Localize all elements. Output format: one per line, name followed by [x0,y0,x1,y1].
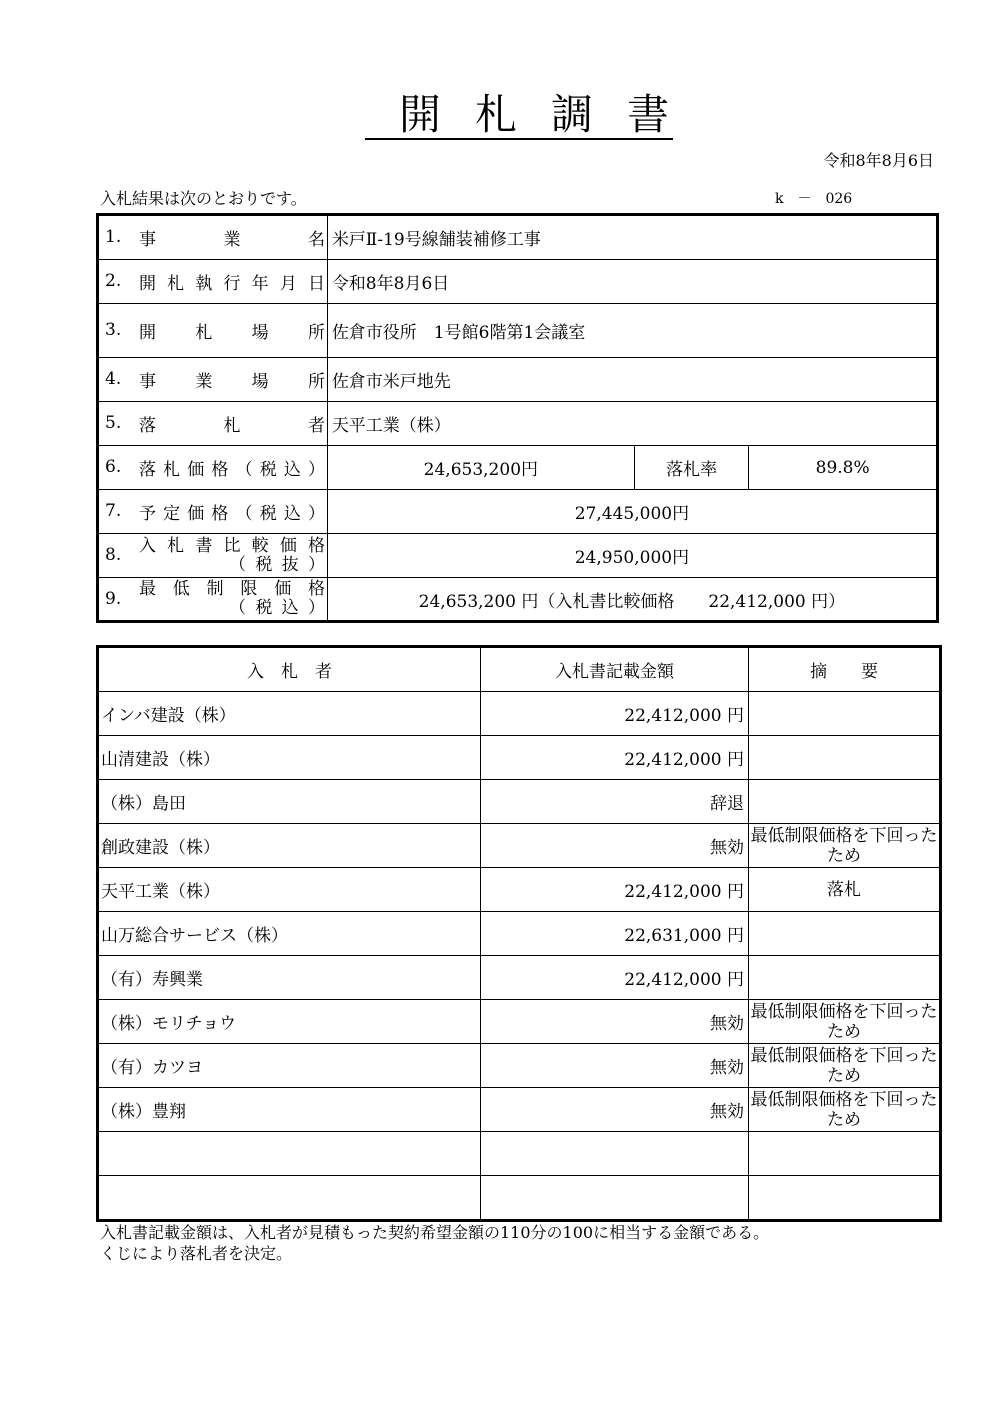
bid-note: 落札 [749,868,941,912]
bid-amount [481,1176,749,1221]
info-value: 佐倉市米戸地先 [327,358,937,402]
info-row-project-name: 1. 事業名 米戸Ⅱ-19号線舗装補修工事 [98,215,938,260]
bid-note: 最低制限価格を下回ったため [749,824,941,868]
document-date: 令和8年8月6日 [823,151,934,170]
bid-row [98,692,941,736]
bid-amount: 22,412,000 円 [481,956,749,1000]
bidder-name: インバ建設（株） [98,692,481,736]
bid-amount: 22,412,000 円 [481,736,749,780]
document-title: 開札調書 [365,92,673,140]
bid-row [98,868,941,912]
winning-rate-label: 落札率 [634,446,748,490]
bid-note [749,1132,941,1176]
document-number: k － 026 [775,191,853,207]
bid-note [749,736,941,780]
info-label: 最低制限価格 （税込） [139,579,325,618]
info-row-winner: 5. 落札者 天平工業（株） [98,402,938,446]
bidder-name: （株）島田 [98,780,481,824]
info-row-planned-price: 7. 予定価格（税込） 27,445,000円 [98,490,938,534]
bidder-name: 創政建設（株） [98,824,481,868]
bidder-name: （株）豊翔 [98,1088,481,1132]
winning-rate-value: 89.8% [749,446,938,490]
bid-amount: 無効 [481,1044,749,1088]
bid-row [98,1000,941,1044]
bid-amount: 22,631,000 円 [481,912,749,956]
bid-note: 最低制限価格を下回ったため [749,1000,941,1044]
bid-note: 最低制限価格を下回ったため [749,1044,941,1088]
bid-row [98,1044,941,1088]
info-label: 開札執行年月日 [139,274,325,294]
bid-note [749,956,941,1000]
info-label: 事業名 [139,230,325,250]
info-value: 佐倉市役所 1号館6階第1会議室 [327,304,937,358]
info-row-opening-date: 2. 開札執行年月日 令和8年8月6日 [98,260,938,304]
bid-note [749,692,941,736]
info-value: 24,653,200 円（入札書比較価格 22,412,000 円） [327,578,937,622]
bid-row [98,1088,941,1132]
bidder-name: （有）寿興業 [98,956,481,1000]
info-label: 開札場所 [139,323,325,343]
bid-note: 最低制限価格を下回ったため [749,1088,941,1132]
bid-amount: 22,412,000 円 [481,868,749,912]
info-value: 天平工業（株） [327,402,937,446]
bid-amount: 無効 [481,1088,749,1132]
info-row-comparison-price: 8. 入札書比較価格 （税抜） 24,950,000円 [98,534,938,578]
bid-row [98,824,941,868]
bid-amount: 辞退 [481,780,749,824]
info-value: 27,445,000円 [327,490,937,534]
bid-row [98,780,941,824]
info-label: 落札者 [139,416,325,436]
info-row-winning-price: 6. 落札価格（税込） 24,653,200円 落札率 89.8% [98,446,938,490]
footer-line: くじにより落札者を決定。 [100,1244,293,1263]
info-label: 落札価格（税込） [139,460,325,480]
footer-line: 入札書記載金額は、入札者が見積もった契約希望金額の110分の100に相当する金額である。 [100,1223,770,1242]
bidder-name: （有）カツヨ [98,1044,481,1088]
info-label: 入札書比較価格 （税抜） [139,535,325,575]
bidder-name: 山清建設（株） [98,736,481,780]
info-value: 令和8年8月6日 [327,260,937,304]
bid-note [749,780,941,824]
intro-text: 入札結果は次のとおりです。 [100,189,307,208]
bid-amount: 無効 [481,824,749,868]
info-row-opening-place: 3. 開札場所 佐倉市役所 1号館6階第1会議室 [98,304,938,358]
bid-amount: 22,412,000 円 [481,692,749,736]
bid-amount [481,1132,749,1176]
bidder-name: 山万総合サービス（株） [98,912,481,956]
info-value: 米戸Ⅱ-19号線舗装補修工事 [327,215,937,260]
info-row-minimum-price: 9. 最低制限価格 （税込） 24,653,200 円（入札書比較価格 22,412,000 円） [98,578,938,622]
info-label: 事業場所 [139,372,325,392]
info-value: 24,950,000円 [327,534,937,578]
info-label: 予定価格（税込） [139,504,325,524]
bid-row [98,912,941,956]
bid-header-row [98,647,941,692]
footer-notes [100,1222,769,1264]
bid-row [98,956,941,1000]
bid-note [749,1176,941,1221]
header-amount: 入札書記載金額 [481,647,749,692]
header-bidder: 入 札 者 [98,647,481,692]
bid-results-table [96,645,942,1222]
bidder-name [98,1176,481,1221]
bidder-name [98,1132,481,1176]
bid-row [98,1132,941,1176]
winning-price-value: 24,653,200円 [327,446,634,490]
bidder-name: 天平工業（株） [98,868,481,912]
bid-row [98,1176,941,1221]
bid-amount: 無効 [481,1000,749,1044]
header-note: 摘 要 [749,647,941,692]
tender-info-table [96,213,939,623]
bid-row [98,736,941,780]
bid-note [749,912,941,956]
info-row-project-place: 4. 事業場所 佐倉市米戸地先 [98,358,938,402]
bidder-name: （株）モリチョウ [98,1000,481,1044]
